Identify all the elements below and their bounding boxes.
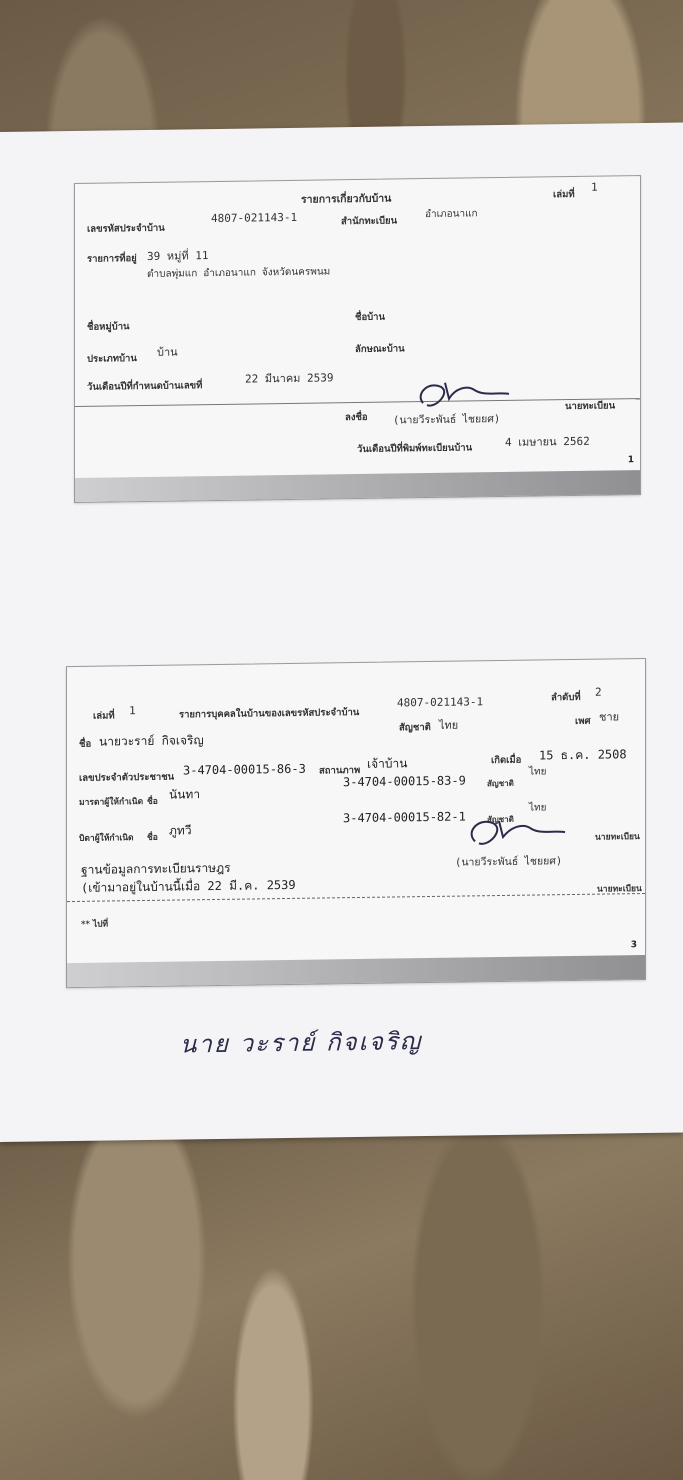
seq-number: 2 (595, 685, 602, 699)
office-label: สำนักทะเบียน (341, 215, 398, 228)
father-nationality: ไทย (529, 802, 547, 814)
address-line1: 39 หมู่ที่ 11 (147, 249, 209, 263)
father-name: ภูทวี (169, 823, 192, 838)
moved-out: ** ไปที่ (81, 919, 109, 930)
status-label: สถานภาพ (319, 764, 361, 777)
moved-in: (เข้ามาอยู่ในบ้านนี้เมื่อ 22 มี.ค. 2539 (81, 877, 296, 895)
name-label: ชื่อ (79, 738, 92, 750)
person-info-card (66, 658, 646, 988)
mother-label: มารดาผู้ให้กำเนิด (79, 797, 144, 808)
registrar-title: นายทะเบียน (565, 400, 616, 413)
nationality-label: สัญชาติ (399, 721, 431, 734)
date-set: 22 มีนาคม 2539 (245, 371, 334, 386)
address-line2: ตำบลพุ่มแก อำเภอนาแก จังหวัดนครพนม (147, 266, 331, 280)
village-label: ชื่อหมู่บ้าน (87, 321, 130, 333)
card-footer-bar (67, 955, 645, 987)
registrar-title: นายทะเบียน (595, 832, 640, 843)
seq-label: ลำดับที่ (551, 691, 581, 704)
card-header: รายการบุคคลในบ้านของเลขรหัสประจำบ้าน (179, 706, 360, 721)
father-name-label: ชื่อ (147, 832, 158, 843)
born-date: 15 ธ.ค. 2508 (539, 747, 627, 763)
father-nationality-label: สัญชาติ (487, 813, 514, 825)
print-date-label: วันเดือนปีที่พิมพ์ทะเบียนบ้าน (357, 442, 473, 456)
father-id: 3-4704-00015-82-1 (343, 809, 466, 826)
book-label: เล่มที่ (93, 710, 115, 722)
card-footer-bar (75, 470, 640, 502)
person-name: นายวะราย์ กิจเจริญ (99, 733, 204, 749)
registrar-title-2: นายทะเบียน (597, 884, 642, 895)
house-code-label: เลขรหัสประจำบ้าน (87, 222, 165, 235)
born-label: เกิดเมื่อ (491, 754, 522, 767)
document-paper (0, 122, 683, 1142)
date-set-label: วันเดือนปีที่กำหนดบ้านเลขที่ (87, 380, 203, 393)
sex: ชาย (599, 710, 620, 724)
handwritten-name: นาย วะราย์ กิจเจริญ (180, 1027, 423, 1059)
separator-line (75, 398, 640, 407)
house-code: 4807-021143-1 (397, 695, 484, 710)
mother-name: นันทา (169, 787, 201, 802)
book-number: 1 (129, 704, 136, 718)
mother-name-label: ชื่อ (147, 796, 158, 807)
source-line: ฐานข้อมูลการทะเบียนราษฎร (81, 860, 231, 877)
house-name-label: ชื่อบ้าน (355, 311, 386, 324)
registrar-name: (นายวีระพันธ์ ไชยยศ) (455, 855, 563, 869)
card-header: รายการเกี่ยวกับบ้าน (301, 192, 392, 206)
status: เจ้าบ้าน (367, 756, 408, 771)
id-number: 3-4704-00015-86-3 (183, 761, 306, 778)
sex-label: เพศ (575, 715, 591, 727)
nationality: ไทย (439, 718, 459, 732)
sign-label: ลงชื่อ (345, 411, 368, 424)
page-number: 1 (627, 455, 634, 466)
address-label: รายการที่อยู่ (87, 253, 137, 265)
page-number: 3 (630, 940, 637, 951)
house-type: บ้าน (157, 345, 178, 359)
house-type-label: ประเภทบ้าน (87, 353, 137, 365)
mother-id: 3-4704-00015-83-9 (343, 773, 466, 790)
mother-nationality: ไทย (529, 766, 547, 778)
registrar-signature (457, 810, 567, 856)
book-label: เล่มที่ (553, 188, 575, 201)
id-label: เลขประจำตัวประชาชน (79, 771, 175, 784)
father-label: บิดาผู้ให้กำเนิด (79, 833, 134, 844)
print-date: 4 เมษายน 2562 (505, 434, 590, 449)
house-char-label: ลักษณะบ้าน (355, 343, 405, 356)
house-code: 4807-021143-1 (211, 210, 298, 226)
registrar-name: (นายวีระพันธ์ ไชยยศ) (393, 413, 501, 427)
book-number: 1 (591, 180, 598, 194)
house-info-card (74, 175, 641, 503)
office: อำเภอนาแก (425, 208, 478, 221)
mother-nationality-label: สัญชาติ (487, 777, 514, 789)
